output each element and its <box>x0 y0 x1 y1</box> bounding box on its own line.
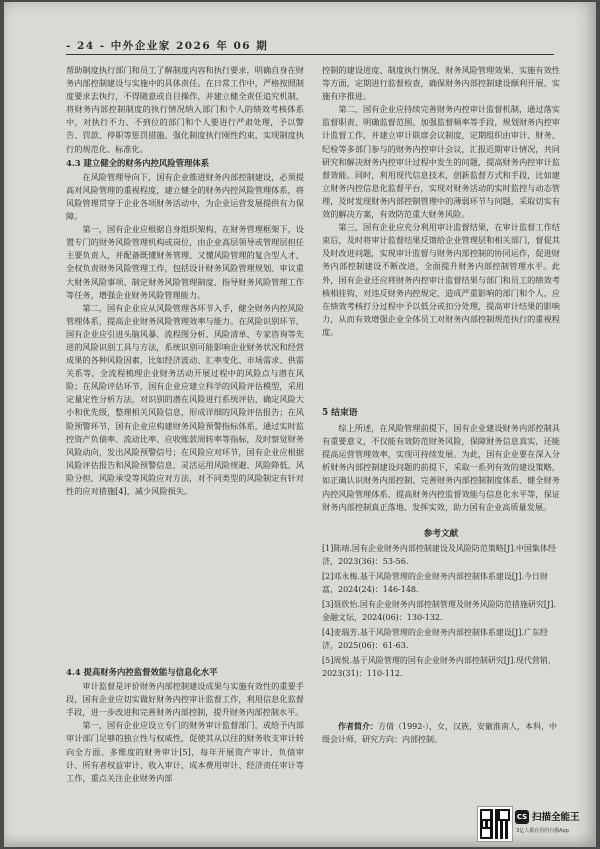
reference-item: [4]麦瑞芳.基于风险管理的企业财务内部控制体系建设[J].广东经济，2025(06)：61-63. <box>322 628 548 650</box>
running-head-text: - 24 - 中外企业家 2026 年 06 期 <box>66 40 269 52</box>
paragraph: 帮助制度执行部门和员工了解制度内容和执行要求，明确自身在财务内部控制建设与实施中的具体责任。在日常工作中，严格按照制度要求去执行，不得随意或自目操作，并建立健全责任追究机制，将财务内部控制制度的执行情况纳入部门和个人的绩效考核体系中，对执行不力、不到位的部门和个人要进行严肃处理，予以警告、罚款、停职等惩罚措施，强化制度执行刚性约束，实现制度执行的规范化、标准化。 <box>66 65 304 154</box>
paragraph: 第二，国有企业应从风险管理各环节入手，健全财务内控风险管理体系，提高企业财务风险管理效率与能力。在风险识别环节，国有企业应引进头脑风暴、流程图分析、风险清单、专家咨询等先进的风险识别工具与方法，系统识别可能影响企业财务状况和经营成果的各种风险因素，比如经济波动、汇率变化、市场需求、供需关系等，全流程梳理企业财务活动开展过程中的风险点与潜在风险；在风险评估环节，国有企业应建立科学的风险评估模型，采用定量定性分析方法，对识别的潜在风险进行系统评估，确定风险大小和优先级，整理相关风险信息，形成详细的风险评估报告；在风险预警环节，国有企业应构建财务风险预警指标体系，通过实时监控资产负债率、流动比率、应收账款周转率等指标，及时察觉财务风险动向，发出风险预警信号；在风险应对环节，国有企业应根据风险评估报告和风险预警信息，灵活运用风险规避、风险降低、风险分担、风险承受等风险应对方法，对不同类型的风险制定有针对性的应对措施[4]，减少风险损失。 <box>66 302 304 496</box>
references-list <box>322 542 560 682</box>
author-bio <box>322 720 560 746</box>
author-label: 作者简介： <box>338 721 378 731</box>
paragraph: 第三，国有企业应充分利用审计监督结果，在审计监督工作结束后，及时将审计监督结果反馈给企业管理层和相关部门，督促其及时改进问题，实现审计监督与财务内部控制的协同运作，促进财务内部控制建设不断改进，全面提升财务内部控制管理水平。此外，国有企业还应将财务内控审计监督结果与部门和员工的绩效考核相挂钩，对违反财务内控规定、造成严重影响的部门和个人，应在绩效考核打分过程中予以低分或扣分处理，提高审计结果的影响力，从而有效增强企业全体员工对财务内部控制规范执行的重视程度。 <box>322 222 560 337</box>
section-heading: 4.3 建立健全的财务内控风险管理体系 <box>66 157 210 168</box>
camscanner-logo-icon: CS <box>515 810 529 824</box>
qr-code-icon <box>478 807 512 841</box>
paragraph: 在风险管理导向下，国有企业推进财务内部控制建设，必须提高对风险管理的重视程度，建立健全的财务内控风险管理体系，将风险管理贯穿于企业各项财务活动中，为企业运营发展提供有力保障。 <box>66 171 304 222</box>
paragraph: 控制的建设进度、制度执行情况、财务风险管理效果、实施有效性等方面，定期进行监督检查，确保财务内部控制建设顺利开展、实施有序推进。 <box>322 65 560 102</box>
paragraph: 第一，国有企业应设立专门的财务审计监督部门，或给予内部审计部门足够的独立性与权威性，促使其从以往的财务收支审计转向全方面、多维度的财务审计[5]，每年开展资产审计、负债审计、所有者权益审计、收入审计、成本费用审计、经济责任审计等工作，重点关注企业财务内部 <box>66 720 304 783</box>
running-head <box>66 38 554 52</box>
qr-corner <box>498 809 510 821</box>
qr-corner <box>480 827 492 839</box>
qr-corner <box>480 809 492 821</box>
watermark-subtitle: 3亿人都在用的扫描App <box>516 828 569 834</box>
author-text: 方倩（1992-），女，汉族，安徽淮南人，本科，中级会计师，研究方向：内部控制。 <box>322 722 558 744</box>
watermark-title: 扫描全能王 <box>532 812 580 823</box>
section-heading: 4.4 提高财务内控监督效能与信息化水平 <box>66 667 218 677</box>
paragraph: 审计监督是评价财务内部控制建设成果与实施有效性的重要手段，国有企业应切实做好财务内控审计监督工作，利用信息化监督手段，进一步改进和完善财务内部控制，提升财务内部控制水平。 <box>66 681 304 718</box>
scanned-page <box>4 2 596 847</box>
reference-item: [3]聂欣怡.国有企业财务内部控制管理及财务风险防范措施研究[J].金融文坛，2024(06)：130-132. <box>322 600 556 622</box>
paragraph: 第一，国有企业应根据自身组织架构，在财务管理框架下，设置专门的财务风险管理机构或岗位，由企业高层领导或管理层担任主要负责人，并配备既懂财务管理、又懂风险管理的复合型人才，全权负责财务风险管理工作，包括设计财务风险管理规划、审议重大财务风险事项、制定财务风险管理制度、指导财务风险管理工作等任务，增强企业财务风险管理能力。 <box>66 224 304 300</box>
paragraph: 第二，国有企业应持续完善财务内控审计监督机制，通过落实监督职责、明确监督范围、加强监督频率等手段，规划财务内控审计监督工作，并建立审计联席会议制度，定期组织由审计、财务、纪检等多部门参与的财务内控审计会议，汇报近期审计情况，共同研究和解决财务内控审计过程中发生的问题，提高财务内控审计监督效能。同时，利用现代信息技术，创新监督方式和手段，比如建立财务内控信息化监督平台，实现对财务活动的实时监控与动态管理，及时发现财务内部控制管理中的薄弱环节与问题，采取切实有效的解决方案，有效防范重大财务风险。 <box>322 104 560 220</box>
conclusion-section <box>322 407 560 514</box>
section-heading: 5 结束语 <box>322 408 358 418</box>
reference-item: [1]陈靖.国有企业财务内部控制建设及风险防范策略[J].中国集体经济，2023(36)：53-56. <box>322 544 556 566</box>
reference-item: [5]周悦.基于风险管理的国有企业财务内部控制研究[J].现代营销，2023(31)：110-112. <box>322 656 556 678</box>
left-column <box>66 64 304 664</box>
references-title: 参考文献 <box>423 529 459 539</box>
header-rule <box>66 54 554 55</box>
paragraph: 综上所述，在风险管理前提下，国有企业建设财务内部控制具有重要意义，不仅能有效防范财务风险，保障财务信息真实，还能提高运营管理效率，实现可持续发展。为此，国有企业要在深入分析财务内部控制建设问题的前提下，采取一系列有效的建设策略，如正确认识财务内部控制、完善财务内部控制制度体系、健全财务内控风险管理体系、提高财务内控监督效能与信息化水平等，保证财务内部控制真正落地、发挥实效，助力国有企业高质量发展。 <box>322 423 560 512</box>
left-column-lower <box>66 666 304 785</box>
right-column <box>322 64 560 464</box>
reference-item: [2]邓永梅.基于风险管理的企业财务内部控制体系建设[J].今日财富，2024(24)：146-148. <box>322 572 548 594</box>
